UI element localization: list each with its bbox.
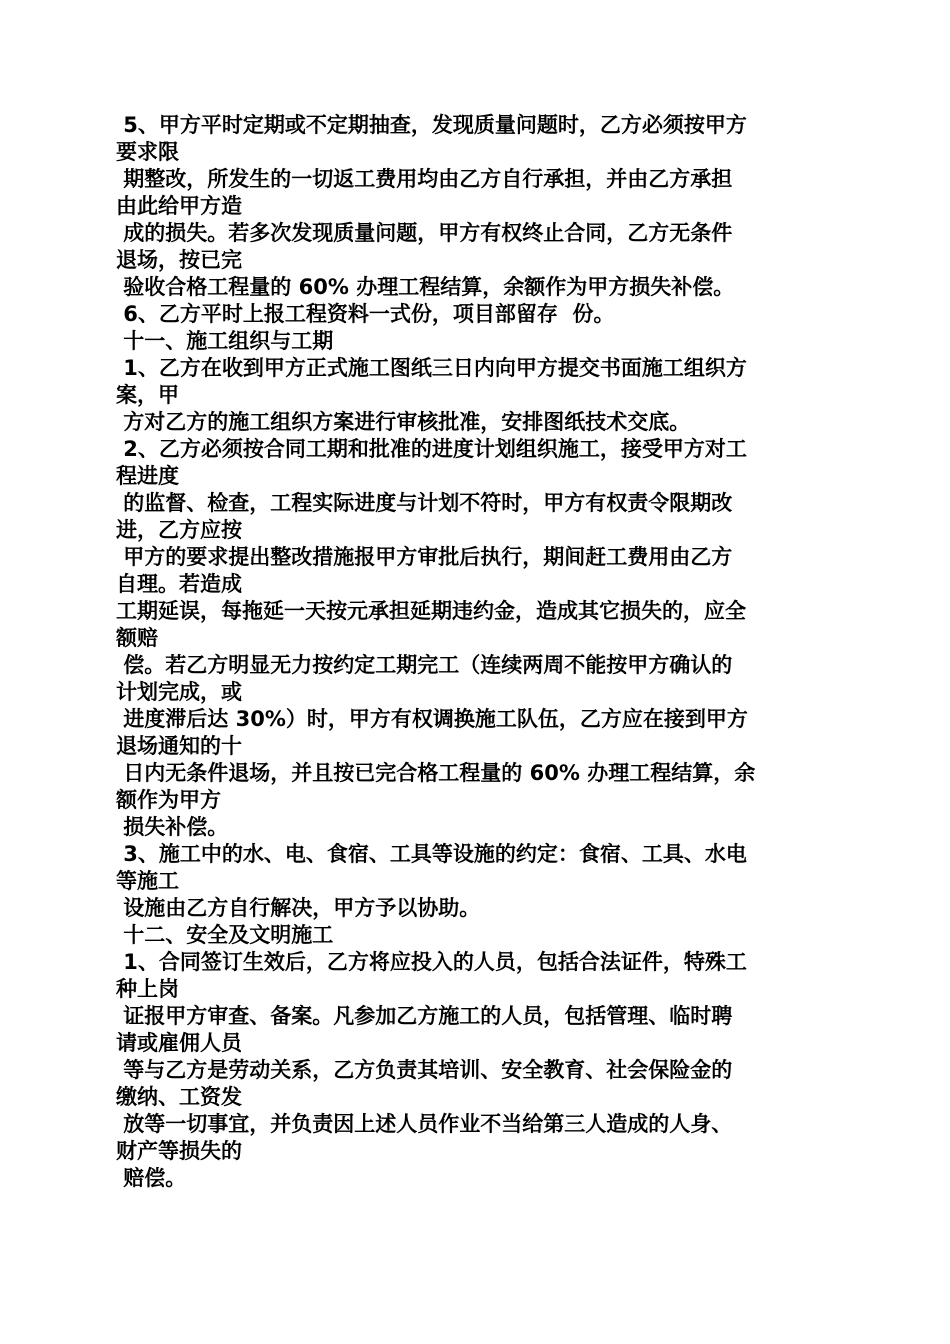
text-line: 1、乙方在收到甲方正式施工图纸三日内向甲方提交书面施工组织方 (116, 356, 747, 380)
text-line: 方对乙方的施工组织方案进行审核批准，安排图纸技术交底。 (116, 410, 691, 434)
document-page (116, 112, 836, 1192)
text-line: 等施工 (116, 869, 179, 893)
text-line: 退场，按已完 (116, 248, 242, 272)
text-line: 3、施工中的水、电、食宿、工具等设施的约定：食宿、工具、水电 (116, 842, 747, 866)
text-line: 证报甲方审查、备案。凡参加乙方施工的人员，包括管理、临时聘 (116, 1004, 733, 1028)
text-line: 请或雇佣人员 (116, 1031, 242, 1055)
text-line: 要求限 (116, 140, 179, 164)
text-line: 种上岗 (116, 977, 179, 1001)
text-line: 的监督、检查，工程实际进度与计划不符时，甲方有权责令限期改 (116, 491, 733, 515)
text-line: 1、合同签订生效后，乙方将应投入的人员，包括合法证件，特殊工 (116, 950, 747, 974)
text-line: 财产等损失的 (116, 1139, 242, 1163)
text-line: 验收合格工程量的 60% 办理工程结算，余额作为甲方损失补偿。 (116, 275, 735, 299)
text-line: 进度滞后达 30%）时，甲方有权调换施工队伍，乙方应在接到甲方 (116, 707, 748, 731)
text-line: 工期延误，每拖延一天按元承担延期违约金，造成其它损失的，应全 (116, 599, 746, 623)
text-line: 设施由乙方自行解决，甲方予以协助。 (116, 896, 481, 920)
text-line: 成的损失。若多次发现质量问题，甲方有权终止合同，乙方无条件 (116, 221, 733, 245)
text-line: 赔偿。 (116, 1166, 187, 1190)
text-line: 等与乙方是劳动关系，乙方负责其培训、安全教育、社会保险金的 (116, 1058, 733, 1082)
text-line: 自理。若造成 (116, 572, 242, 596)
text-line: 日内无条件退场，并且按已完合格工程量的 60% 办理工程结算，余 (116, 761, 756, 785)
text-line: 进，乙方应按 (116, 518, 242, 542)
text-line: 缴纳、工资发 (116, 1085, 242, 1109)
text-line: 偿。若乙方明显无力按约定工期完工（连续两周不能按甲方确认的 (116, 653, 733, 677)
text-line: 损失补偿。 (116, 815, 229, 839)
text-line: 2、乙方必须按合同工期和批准的进度计划组织施工，接受甲方对工 (116, 437, 747, 461)
text-line: 案，甲 (116, 383, 179, 407)
text-line: 由此给甲方造 (116, 194, 242, 218)
text-line: 期整改，所发生的一切返工费用均由乙方自行承担，并由乙方承担 (116, 167, 733, 191)
text-line: 甲方的要求提出整改措施报甲方审批后执行，期间赶工费用由乙方 (116, 545, 733, 569)
section-heading: 十二、安全及文明施工 (116, 923, 334, 947)
text-line: 计划完成，或 (116, 680, 242, 704)
text-line: 放等一切事宜，并负责因上述人员作业不当给第三人造成的人身、 (116, 1112, 733, 1136)
section-heading: 十一、施工组织与工期 (116, 329, 334, 353)
text-line: 退场通知的十 (116, 734, 242, 758)
text-line: 程进度 (116, 464, 179, 488)
text-line: 5、甲方平时定期或不定期抽查，发现质量问题时，乙方必须按甲方 (116, 113, 747, 137)
text-line: 6、乙方平时上报工程资料一式份，项目部留存 份。 (116, 302, 615, 326)
text-line: 额赔 (116, 626, 158, 650)
text-line: 额作为甲方 (116, 788, 221, 812)
